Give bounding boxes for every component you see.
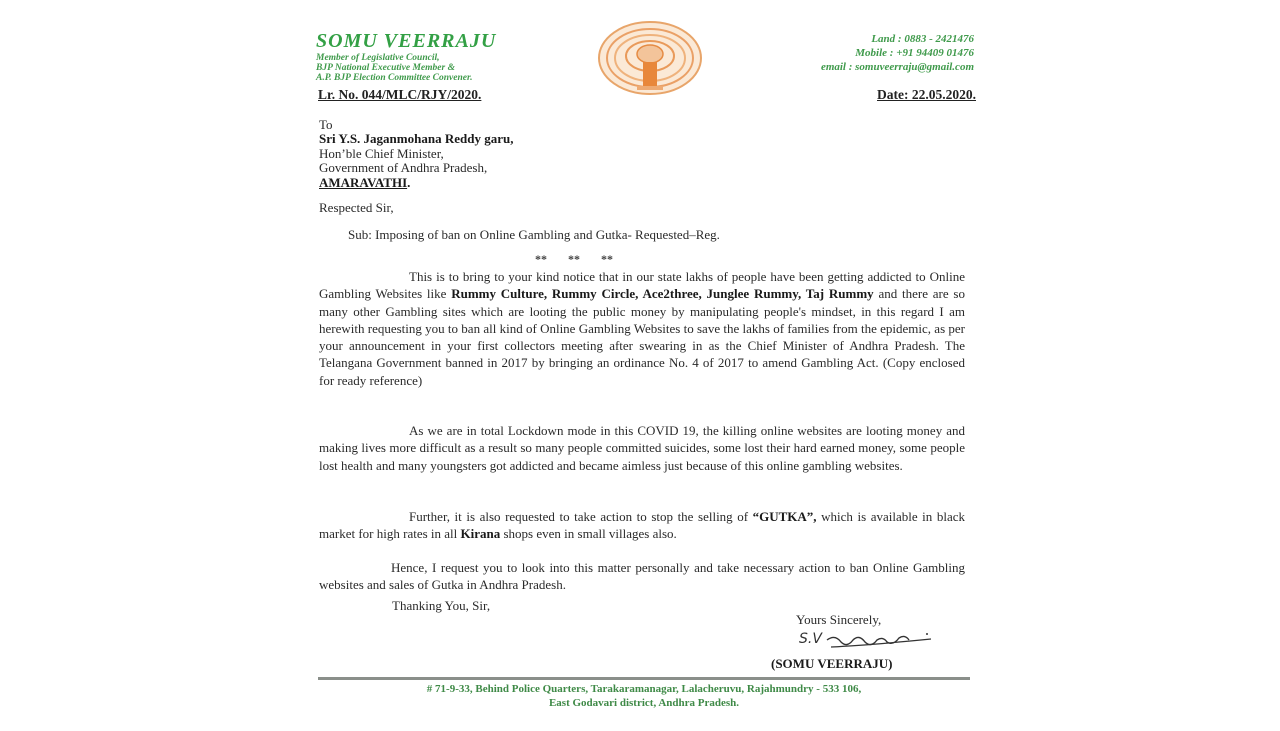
letterhead-name: SOMU VEERRAJU	[316, 30, 497, 52]
letter-number: Lr. No. 044/MLC/RJY/2020.	[318, 87, 482, 102]
addressee-city	[319, 175, 410, 191]
body-text: Further, it is also requested to take action to stop the selling of	[409, 509, 753, 524]
handwritten-signature-icon	[797, 628, 939, 652]
body-paragraph-4	[319, 559, 965, 594]
body-paragraph-2	[319, 422, 965, 474]
footer-address-line-1: # 71-9-33, Behind Police Quarters, Tarakaramanagar, Lalacheruvu, Rajahmundry - 533 106,	[426, 683, 862, 695]
body-text: and there are so many other Gambling sites which are looting the public money by manipulating people's mindset, in this regard I am herewith requesting you to ban all kind of Online Gambling Websites to save the lakhs of families from the epidemic, as per your announcement in your first collectors meeting after swearing in as the Chief Minister of Andhra Pradesh. The Telangana Government banned in 2017 by bringing an ordinance No. 4 of 2017 to amend Gambling Act. (Copy enclosed for ready reference)	[319, 286, 965, 388]
addressee-name: Sri Y.S. Jaganmohana Reddy garu,	[319, 131, 514, 146]
closing-thanks: Thanking You, Sir,	[392, 598, 491, 613]
letterhead-landline: Land : 0883 - 2421476	[871, 33, 974, 45]
body-text: which is available in black market for high rates in all	[319, 509, 965, 542]
address-to: To	[319, 117, 333, 132]
body-paragraph-1	[319, 268, 965, 389]
letterhead-designation: BJP National Executive Member &	[316, 63, 455, 73]
addressee-title: Hon’ble Chief Minister,	[319, 146, 444, 161]
footer-divider	[318, 677, 970, 680]
subject-line: Sub: Imposing of ban on Online Gambling and Gutka- Requested–Reg.	[348, 227, 720, 242]
addressee-city-suffix: .	[407, 175, 411, 190]
letterhead-email: email : somuveerraju@gmail.com	[820, 61, 974, 73]
body-paragraph-3	[319, 508, 965, 543]
body-text: This is to bring to your kind notice that in our state lakhs of people have been getting addicted to Online Gambling Websites like	[319, 269, 965, 302]
letterhead-designation: Member of Legislative Council,	[316, 53, 440, 63]
gutka-emphasis: “GUTKA”,	[752, 509, 817, 524]
body-text: shops even in small villages also.	[500, 526, 677, 542]
state-emblem-icon	[597, 20, 703, 98]
salutation: Respected Sir,	[319, 200, 394, 215]
addressee-government: Government of Andhra Pradesh,	[319, 160, 488, 175]
separator-stars: ** ** **	[535, 252, 613, 266]
addressee-city-name: AMARAVATHI	[319, 175, 408, 190]
letterhead-designation: A.P. BJP Election Committee Convener.	[316, 73, 473, 83]
body-text: As we are in total Lockdown mode in this COVID 19, the killing online websites are looting money and making lives more difficult as a result so many people committed suicides, some lost their hard earned money, some people lost health and many youngsters got addicted and became aimless just because of this online gambling websites.	[319, 423, 965, 473]
letter-date: Date: 22.05.2020.	[877, 87, 976, 102]
letterhead-mobile: Mobile : +91 94409 01476	[855, 47, 974, 59]
closing-yours-sincerely: Yours Sincerely,	[796, 612, 882, 627]
body-text: Hence, I request you to look into this matter personally and take necessary action to ban Online Gambling websites and sales of Gutka in Andhra Pradesh.	[319, 560, 965, 593]
svg-text:S.V: S.V	[799, 631, 822, 647]
footer-address-line-2: East Godavari district, Andhra Pradesh.	[548, 697, 740, 709]
gambling-sites-list: Rummy Culture, Rummy Circle, Ace2three, Junglee Rummy, Taj Rummy	[451, 286, 874, 302]
signatory-name: (SOMU VEERRAJU)	[771, 656, 893, 671]
kirana-emphasis: Kirana	[460, 526, 501, 542]
